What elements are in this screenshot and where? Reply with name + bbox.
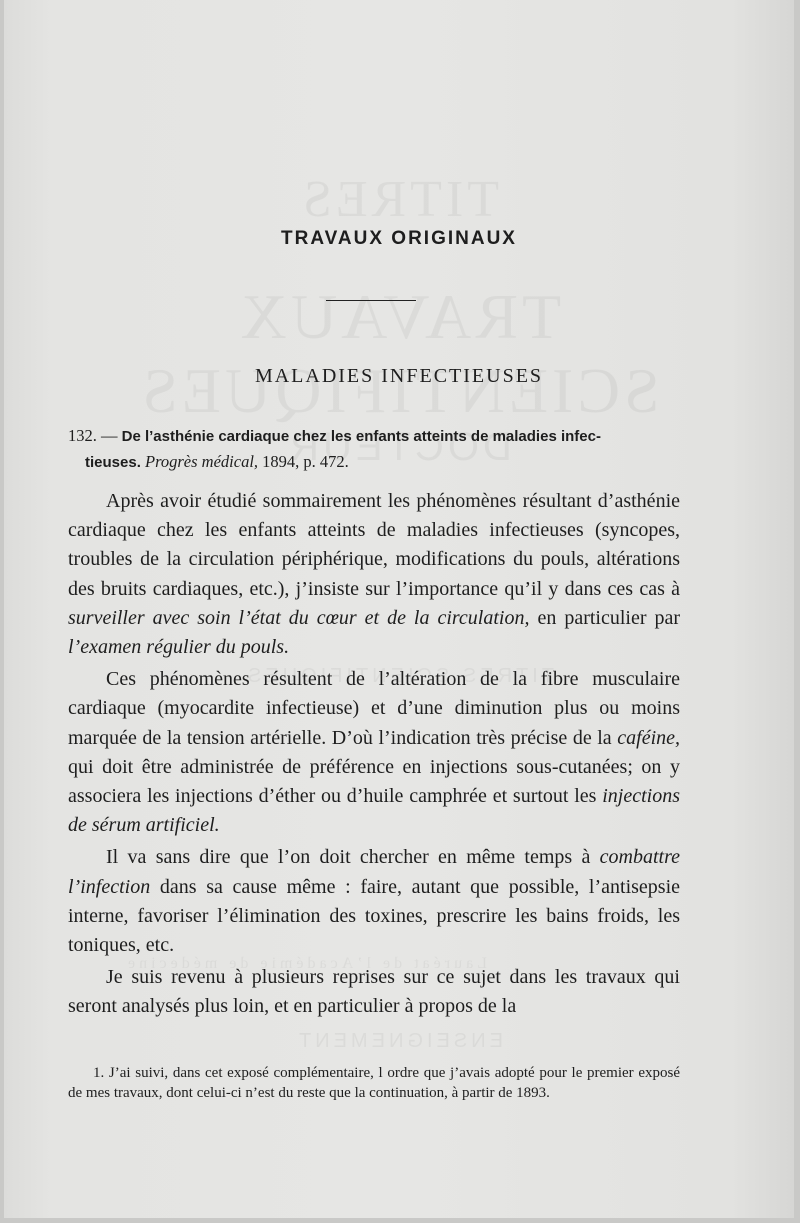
bibliography-entry: [68, 423, 680, 475]
paragraph: [68, 963, 680, 1021]
paragraph: [68, 843, 680, 960]
entry-journal: Progrès médical,: [145, 452, 259, 471]
text-run: dans sa cause même : faire, autant que possible, l’antisepsie interne, favoriser l’élimination des toxines, prescrire les bains froids, les toniques, etc.: [68, 875, 680, 957]
show-through-text: [4, 1030, 794, 1053]
show-through-text: [4, 170, 794, 229]
text-run: Ces phénomènes résultent de l’altération de la fibre musculaire cardiaque (myocardite infectieuse) et d’une diminution plus ou moins marquée de la tension artérielle. D’où l’indication très précise de la: [68, 668, 680, 749]
section-title: MALADIES INFECTIEUSES: [254, 365, 544, 387]
footnote: [68, 1064, 680, 1103]
entry-number: 132. —: [68, 426, 118, 445]
emphasis: caféine,: [617, 726, 681, 749]
emphasis: combattre l’infection: [68, 846, 681, 898]
emphasis: surveiller avec soin l’état du cœur et de la circulation,: [68, 606, 530, 629]
document-page: [4, 0, 794, 1218]
text-run: Après avoir étudié sommairement les phénomènes résultant d’asthénie cardiaque chez les enfants atteints de maladies infectieuses (syncopes, troubles de la circulation périphérique, modifications du pouls, altérations des bruits cardiaques, etc.), j’insiste sur l’importance qu’il y dans ces cas à: [68, 490, 680, 600]
paragraph: [68, 665, 680, 840]
entry-line-1: [68, 423, 680, 449]
footnote-text: 1. J’ai suivi, dans cet exposé complémentaire, l ordre que j’avais adopté pour le premier exposé de mes travaux, dont celui-ci n’est du reste que la continuation, à partir de 1893.: [68, 1065, 680, 1101]
text-run: Je suis revenu à plusieurs reprises sur ce sujet dans les travaux qui seront analysés plus loin, et en particulier à propos de la: [68, 966, 680, 1018]
entry-line-2: [68, 449, 680, 475]
body-text: [68, 487, 680, 1025]
show-through-text: [4, 280, 794, 428]
page-heading: TRAVAUX ORIGINAUX: [281, 228, 517, 249]
entry-citation: 1894, p. 472.: [262, 452, 349, 471]
text-run: en particulier par: [537, 606, 681, 629]
paragraph: [68, 487, 680, 662]
text-run: Il va sans dire que l’on doit chercher en même temps à: [106, 846, 591, 869]
emphasis: injections de sérum artificiel.: [68, 785, 681, 837]
entry-title-cont: tieuses.: [85, 454, 141, 471]
entry-title: De l’asthénie cardiaque chez les enfants atteints de maladies infec-: [121, 428, 601, 445]
emphasis: l’examen régulier du pouls.: [68, 636, 290, 659]
heading-divider: [326, 300, 416, 301]
text-run: qui doit être administrée de préférence en injections sous-cutanées; on y associera les injections d’éther ou d’huile camphrée et surtout les: [68, 755, 680, 808]
